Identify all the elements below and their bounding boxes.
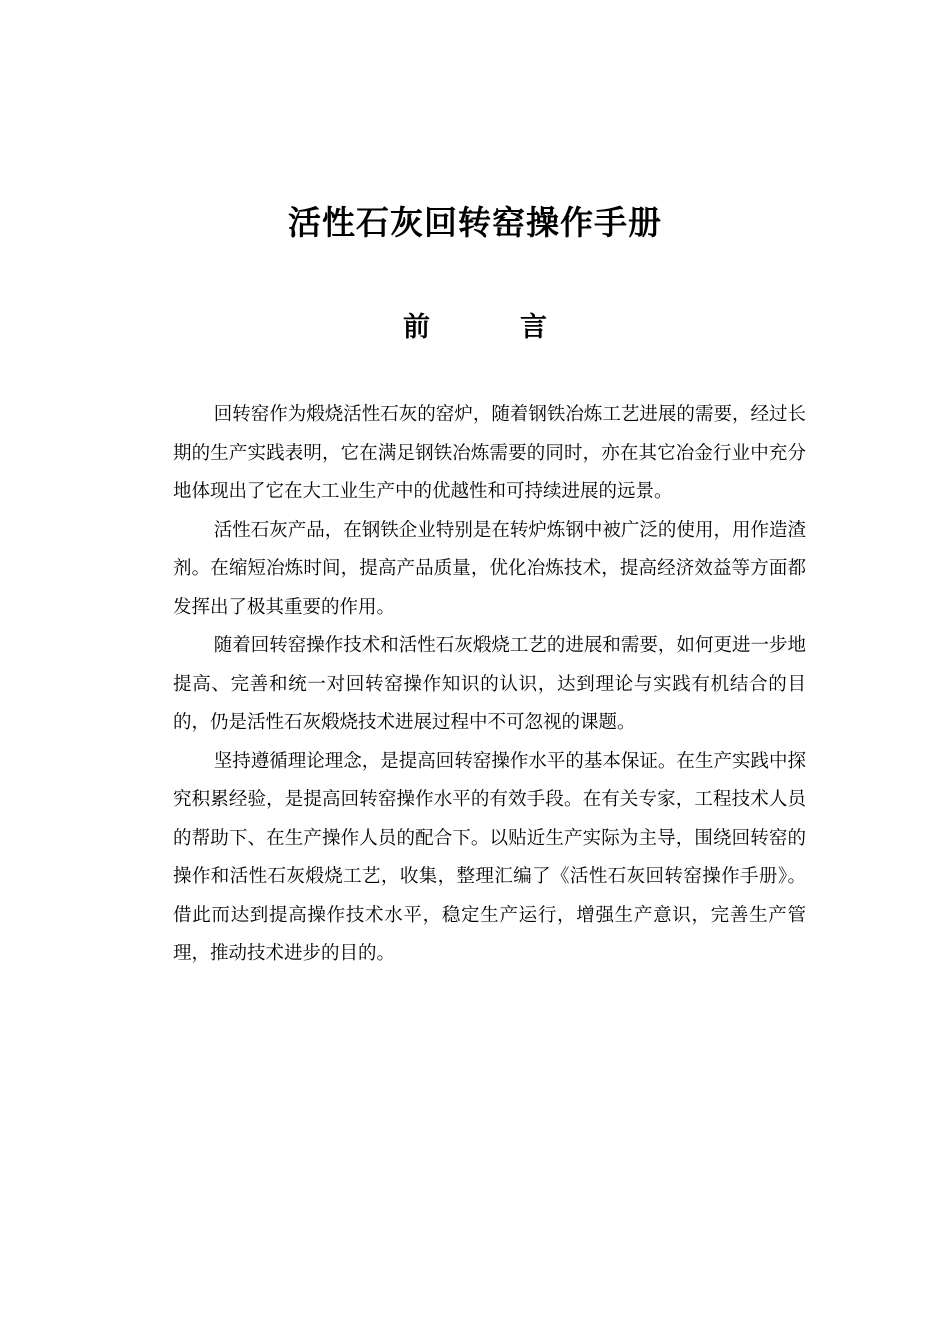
paragraph-2: 活性石灰产品，在钢铁企业特别是在转炉炼钢中被广泛的使用，用作造渣剂。在缩短冶炼时间，提高产品质量，优化冶炼技术，提高经济效益等方面都发挥出了极其重要的作用。	[173, 519, 806, 618]
preface-heading-char-1: 前	[403, 312, 430, 343]
paragraph-4: 坚持遵循理论理念，是提高回转窑操作水平的基本保证。在生产实践中探究积累经验，是提高回转窑操作水平的有效手段。在有关专家，工程技术人员的帮助下、在生产操作人员的配合下。以贴近生产实际为主导，围绕回转窑的操作和活性石灰煅烧工艺，收集，整理汇编了《活性石灰回转窑操作手册》。借此而达到提高操作技术水平，稳定生产运行，增强生产意识，完善生产管理，推动技术进步的目的。	[173, 750, 806, 964]
paragraph-3: 随着回转窑操作技术和活性石灰煅烧工艺的进展和需要，如何更进一步地提高、完善和统一对回转窑操作知识的认识，达到理论与实践有机结合的目的，仍是活性石灰煅烧技术进展过程中不可忽视的课题。	[173, 635, 806, 733]
document-title: 活性石灰回转窑操作手册	[288, 203, 662, 242]
preface-heading	[0, 306, 950, 350]
paragraph-1: 回转窑作为煅烧活性石灰的窑炉，随着钢铁冶炼工艺进展的需要，经过长期的生产实践表明，它在满足钢铁冶炼需要的同时，亦在其它冶金行业中充分地体现出了它在大工业生产中的优越性和可持续进展的远景。	[173, 404, 806, 502]
preface-body	[173, 396, 806, 974]
preface-heading-char-2: 言	[520, 312, 547, 343]
